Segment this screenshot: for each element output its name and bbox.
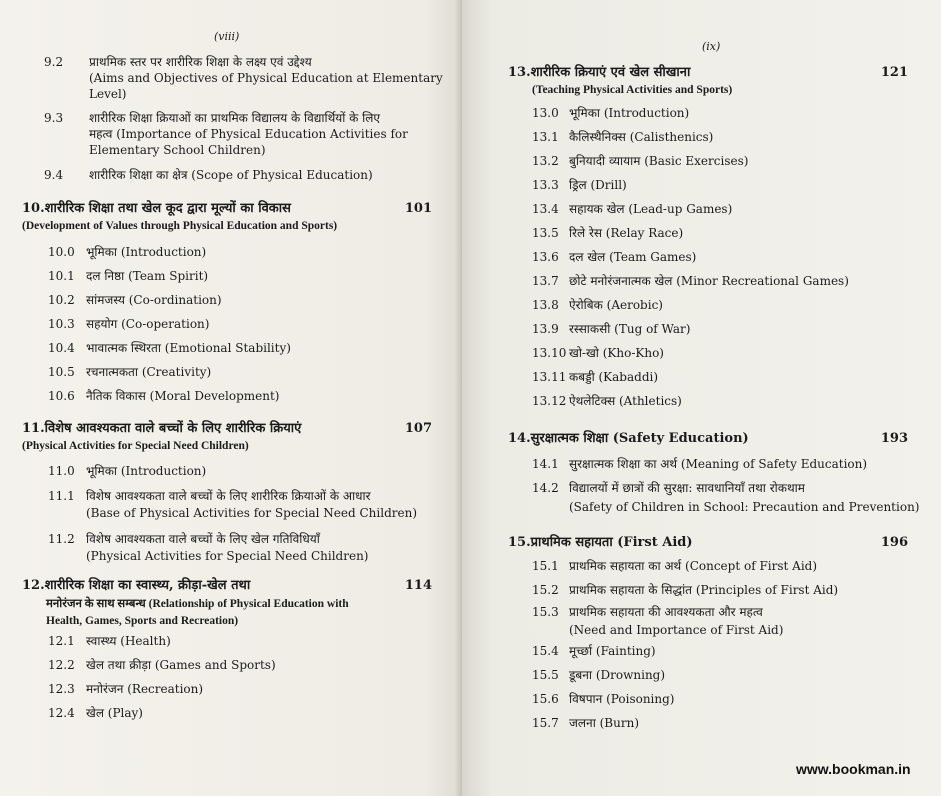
- chapter-12-title-line-2: मनोरंजन के साथ सम्बन्ध (Relationship of Physical Education with: [46, 598, 349, 610]
- site-watermark: www.bookman.in: [796, 761, 911, 777]
- chapter-11-subtitle: (Physical Activities for Special Need Children): [22, 440, 249, 452]
- chapter-14-page: 193: [880, 431, 908, 446]
- chapter-11-page: 107: [404, 421, 432, 436]
- page-number-left: (viii): [214, 30, 240, 43]
- chapter-13-heading[interactable]: 13.शारीरिक क्रियाएं एवं खेल सीखाना 121: [508, 65, 908, 80]
- page-number-right: (ix): [702, 40, 721, 53]
- right-page: (ix) 13.शारीरिक क्रियाएं एवं खेल सीखाना 121 (Teaching Physical Activities and Sports) 13.0 भूमिका (Introduction) 13.1 कैलिस्थैनिक्स (Calisthenics) 13.2 बुनियादी व्यायाम (Basic Exercises) 13.3 ड्रिल (Drill) 13.4 सहायक खेल (Lead-up Games) 13.5 रिले रेस (Relay Race) 13.6 दल खेल (Team Games) 13.7 छोटे मनोरंजनात्मक खेल (Minor Recreational Games) 13.8 ऐरोबिक (Aerobic) 13.9 रस्साकसी (Tug of War) 13.10 खो-खो (Kho-Kho) 13.11 कबड्डी (Kabaddi) 13.12 ऐथलेटिक्स (Athletics) 14.सुरक्षात्मक शिक्षा (Safety Education) 193 14.1 सुरक्षात्मक शिक्षा का अर्थ (Meaning of Safety Education) 14.2 विद्यालयों में छात्रों की सुरक्षा: सावधानियाँ तथा रोकथाम (Safety of Children in School: Precaution and Prevention) 15.प्राथमिक सहायता (First Aid) 196 15.1 प्राथमिक सहायता का अर्थ (Concept of First Aid) 15.2 प्राथमिक सहायता के सिद्धांत (Principles of First Aid) 15.3 प्राथमिक सहायता की आवश्यकता और महत्व (Need and Importance of First Aid) 15.4 मूर्च्छा (Fainting) 15.5 डूबना (Drowning) 15.6 विषपान (Poisoning) 15.7 जलना (Burn): [462, 0, 941, 796]
- chapter-12-title-line-3: Health, Games, Sports and Recreation): [46, 615, 239, 627]
- chapter-14-heading[interactable]: 14.सुरक्षात्मक शिक्षा (Safety Education) 193: [508, 431, 908, 446]
- chapter-13-subtitle: (Teaching Physical Activities and Sports): [532, 84, 733, 96]
- chapter-12-page: 114: [404, 578, 432, 593]
- chapter-10-subtitle: (Development of Values through Physical Education and Sports): [22, 220, 338, 232]
- chapter-15-heading[interactable]: 15.प्राथमिक सहायता (First Aid) 196: [508, 535, 908, 550]
- chapter-12-heading[interactable]: 12.शारीरिक शिक्षा का स्वास्थ्य, क्रीड़ा-खेल तथा 114: [22, 578, 432, 593]
- left-page: (viii) 9.2 प्राथमिक स्तर पर शारीरिक शिक्षा के लक्ष्य एवं उद्देश्य (Aims and Objectives of Physical Education at Elementary Level) 9.3 शारीरिक शिक्षा क्रियाओं का प्राथमिक विद्यालय के विद्यार्थियों के लिए महत्व (Importance of Physical Education Activities for Elementary School Children) 9.4 शारीरिक शिक्षा का क्षेत्र (Scope of Physical Education) 10.शारीरिक शिक्षा तथा खेल कूद द्वारा मूल्यों का विकास 101 (Development of Values through Physical Education and Sports) 10.0 भूमिका (Introduction) 10.1 दल निष्ठा (Team Spirit) 10.2 सांमजस्य (Co-ordination) 10.3 सहयोग (Co-operation) 10.4 भावात्मक स्थिरता (Emotional Stability) 10.5 रचनात्मकता (Creativity) 10.6 नैतिक विकास (Moral Development) 11.विशेष आवश्यकता वाले बच्चों के लिए शारीरिक क्रियाएं 107 (Physical Activities for Special Need Children) 11.0 भूमिका (Introduction) 11.1 विशेष आवश्यकता वाले बच्चों के लिए शारीरिक क्रियाओं के आधार (Base of Physical Activities for Special Need Children) 11.2 विशेष आवश्यकता वाले बच्चों के लिए खेल गतिविधियाँ (Physical Activities for Special Need Children) 12.शारीरिक शिक्षा का स्वास्थ्य, क्रीड़ा-खेल तथा 114 मनोरंजन के साथ सम्बन्ध (Relationship of Physical Education with Health, Games, Sports and Recreation) 12.1 स्वास्थ्य (Health) 12.2 खेल तथा क्रीड़ा (Games and Sports) 12.3 मनोरंजन (Recreation) 12.4 खेल (Play): [0, 0, 462, 796]
- chapter-10-page: 101: [404, 201, 432, 216]
- chapter-15-page: 196: [880, 535, 908, 550]
- chapter-11-heading[interactable]: 11.विशेष आवश्यकता वाले बच्चों के लिए शारीरिक क्रियाएं 107: [22, 421, 432, 436]
- chapter-10-heading[interactable]: 10.शारीरिक शिक्षा तथा खेल कूद द्वारा मूल्यों का विकास 101: [22, 201, 432, 216]
- chapter-13-page: 121: [880, 65, 908, 80]
